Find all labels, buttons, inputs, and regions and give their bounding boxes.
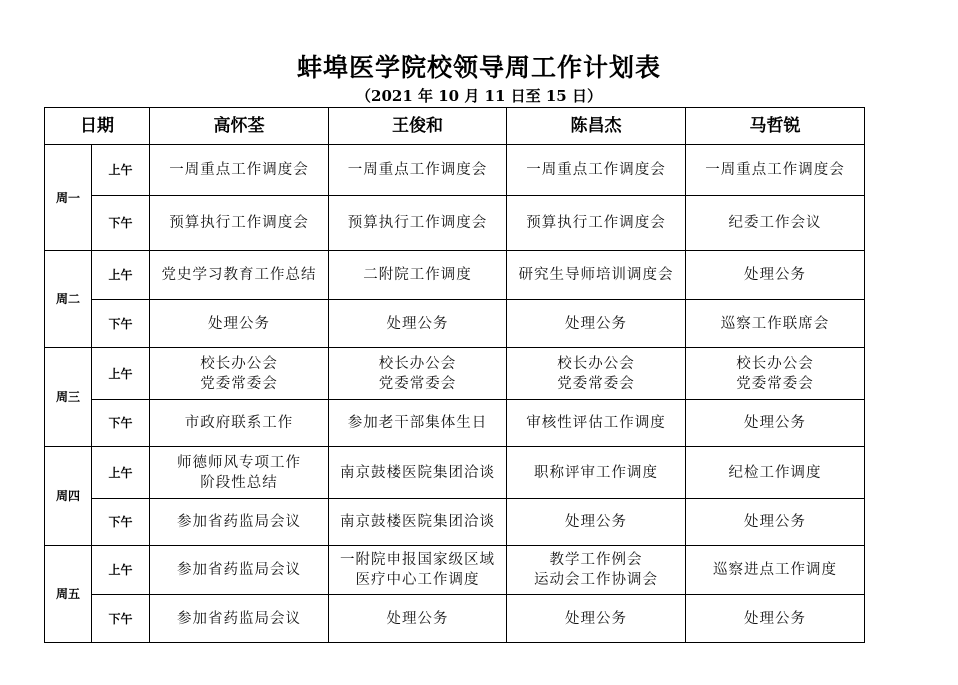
period-label: 下午	[92, 300, 150, 348]
table-row	[45, 251, 865, 300]
schedule-item: 处理公务	[744, 267, 806, 283]
period-label: 上午	[92, 251, 150, 300]
schedule-item: 党委常委会	[378, 375, 457, 392]
schedule-item: 教学工作例会	[549, 552, 643, 568]
table-row	[45, 546, 865, 595]
schedule-item: 校长办公会	[200, 355, 278, 372]
schedule-cell	[686, 251, 865, 300]
schedule-item: 处理公务	[386, 610, 449, 627]
period-label: 上午	[92, 348, 150, 400]
schedule-item: 校长办公会	[378, 355, 457, 372]
weekly-schedule-table	[44, 107, 865, 643]
schedule-item: 处理公务	[386, 315, 449, 332]
schedule-cell	[686, 300, 865, 348]
table-row	[45, 447, 865, 499]
schedule-item: 运动会工作协调会	[534, 572, 658, 588]
schedule-cell	[329, 499, 507, 546]
schedule-item: 医疗中心工作调度	[355, 572, 480, 588]
schedule-cell	[686, 400, 865, 447]
day-label: 周四	[45, 447, 92, 546]
table-header-row	[45, 108, 865, 145]
day-label: 周三	[45, 348, 92, 447]
schedule-cell	[329, 595, 507, 643]
schedule-cell	[150, 300, 329, 348]
schedule-cell	[686, 196, 865, 251]
period-label: 上午	[92, 447, 150, 499]
schedule-item: 处理公务	[744, 415, 806, 431]
schedule-item: 预算执行工作调度会	[347, 215, 488, 231]
table-row	[45, 595, 865, 643]
schedule-item: 党史学习教育工作总结	[161, 267, 317, 283]
schedule-item: 纪委工作会议	[728, 215, 822, 231]
schedule-cell	[329, 251, 507, 300]
schedule-cell	[507, 546, 686, 595]
schedule-cell	[507, 447, 686, 499]
schedule-item: 参加省药监局会议	[177, 562, 301, 578]
schedule-cell	[686, 546, 865, 595]
date-header: 日期	[45, 108, 150, 145]
schedule-body	[45, 145, 865, 643]
schedule-cell	[150, 251, 329, 300]
schedule-item: 南京鼓楼医院集团洽谈	[340, 464, 495, 481]
schedule-item: 党委常委会	[557, 375, 635, 392]
schedule-item: 二附院工作调度	[363, 267, 472, 283]
schedule-cell	[329, 400, 507, 447]
schedule-item: 审核性评估工作调度	[526, 415, 666, 431]
schedule-item: 职称评审工作调度	[534, 464, 658, 481]
table-row	[45, 145, 865, 196]
date-range-subtitle: （2021 年 10 月 11 日至 15 日）	[356, 87, 602, 105]
schedule-item: 校长办公会	[557, 355, 635, 372]
schedule-cell	[686, 499, 865, 546]
schedule-item: 处理公务	[565, 315, 627, 332]
schedule-item: 预算执行工作调度会	[169, 215, 309, 231]
schedule-item: 纪检工作调度	[728, 464, 822, 481]
schedule-item: 研究生导师培训调度会	[518, 267, 674, 283]
schedule-cell	[507, 300, 686, 348]
schedule-item: 一附院申报国家级区域	[340, 552, 495, 568]
schedule-cell	[150, 499, 329, 546]
schedule-item: 参加老干部集体生日	[347, 415, 488, 431]
schedule-item: 南京鼓楼医院集团洽谈	[340, 514, 495, 530]
schedule-cell	[150, 447, 329, 499]
schedule-item: 处理公务	[565, 610, 627, 627]
schedule-cell	[329, 196, 507, 251]
schedule-item: 阶段性总结	[200, 474, 278, 491]
schedule-item: 处理公务	[565, 514, 627, 530]
schedule-item: 一周重点工作调度会	[526, 162, 666, 178]
table-row	[45, 300, 865, 348]
schedule-item: 师德师风专项工作	[177, 454, 301, 471]
schedule-cell	[686, 348, 865, 400]
schedule-item: 一周重点工作调度会	[705, 162, 845, 178]
schedule-item: 预算执行工作调度会	[526, 215, 666, 231]
schedule-cell	[150, 400, 329, 447]
schedule-cell	[329, 447, 507, 499]
leader-header: 陈昌杰	[507, 108, 686, 145]
leader-header: 高怀荃	[150, 108, 329, 145]
period-label: 下午	[92, 400, 150, 447]
period-label: 下午	[92, 595, 150, 643]
schedule-cell	[150, 196, 329, 251]
schedule-cell	[150, 348, 329, 400]
schedule-item: 党委常委会	[736, 375, 814, 392]
schedule-item: 参加省药监局会议	[177, 610, 301, 627]
schedule-item: 市政府联系工作	[184, 415, 294, 431]
schedule-item: 巡察进点工作调度	[713, 562, 837, 578]
schedule-item: 参加省药监局会议	[177, 514, 301, 530]
day-label: 周二	[45, 251, 92, 348]
schedule-item: 校长办公会	[736, 355, 814, 372]
schedule-cell	[507, 348, 686, 400]
day-label: 周五	[45, 546, 92, 643]
schedule-cell	[507, 145, 686, 196]
schedule-cell	[329, 145, 507, 196]
schedule-cell	[507, 595, 686, 643]
period-label: 下午	[92, 499, 150, 546]
schedule-cell	[329, 300, 507, 348]
schedule-cell	[686, 447, 865, 499]
schedule-item: 党委常委会	[200, 375, 278, 392]
period-label: 上午	[92, 546, 150, 595]
day-label: 周一	[45, 145, 92, 251]
period-label: 上午	[92, 145, 150, 196]
schedule-item: 一周重点工作调度会	[169, 162, 309, 178]
schedule-cell	[150, 595, 329, 643]
schedule-cell	[150, 546, 329, 595]
table-row	[45, 348, 865, 400]
schedule-item: 处理公务	[208, 315, 270, 332]
schedule-item: 巡察工作联席会	[720, 315, 830, 332]
schedule-cell	[329, 348, 507, 400]
schedule-cell	[507, 400, 686, 447]
schedule-cell	[686, 145, 865, 196]
schedule-item: 一周重点工作调度会	[347, 162, 488, 178]
schedule-cell	[150, 145, 329, 196]
schedule-cell	[507, 196, 686, 251]
leader-header: 王俊和	[329, 108, 507, 145]
schedule-cell	[329, 546, 507, 595]
period-label: 下午	[92, 196, 150, 251]
schedule-item: 处理公务	[744, 610, 806, 627]
schedule-item: 处理公务	[744, 514, 806, 530]
schedule-cell	[507, 499, 686, 546]
schedule-cell	[686, 595, 865, 643]
table-row	[45, 196, 865, 251]
page-title: 蚌埠医学院校领导周工作计划表	[296, 53, 661, 82]
table-row	[45, 400, 865, 447]
schedule-cell	[507, 251, 686, 300]
leader-header: 马哲锐	[686, 108, 865, 145]
table-row	[45, 499, 865, 546]
